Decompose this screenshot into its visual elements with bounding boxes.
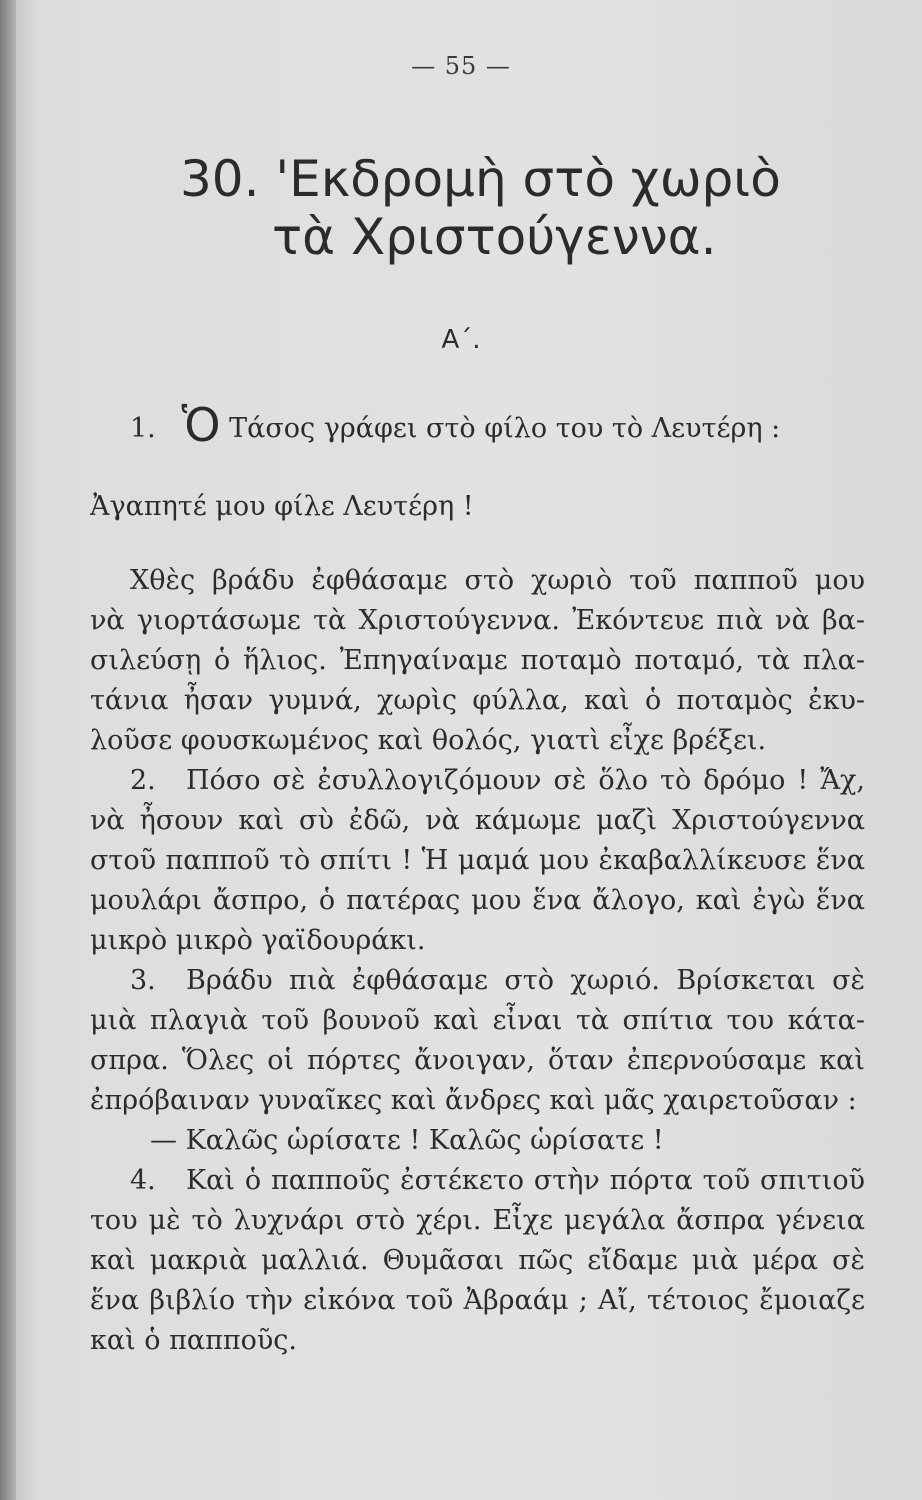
text-line: Πόσο σὲ ἐσυλλογιζόμουν σὲ ὅλο τὸ δρόμο ! Ἄχ, [186, 765, 865, 796]
paragraph-1-number: 1. [130, 413, 156, 444]
paragraph-1 [130, 398, 865, 452]
text-line: στοῦ παπποῦ τὸ σπίτι ! Ἡ μαμά μου ἐκαβαλλίκευσε ἕνα [90, 845, 865, 876]
paragraph-1-text: Τάσος γράφει στὸ φίλο του τὸ Λευτέρη : [229, 413, 781, 444]
paragraph-1b [90, 561, 865, 761]
dialogue-line: — Καλῶς ὡρίσατε ! Καλῶς ὡρίσατε ! [150, 1125, 664, 1156]
text-line: σπρα. Ὅλες οἱ πόρτες ἄνοιγαν, ὅταν ἐπερνούσαμε καὶ [90, 1045, 865, 1076]
chapter-title-line-2: τὰ Χριστούγεννα. [272, 208, 717, 266]
page-number: — 55 — [411, 52, 511, 80]
chapter-title [180, 150, 820, 266]
paragraph-3 [90, 961, 865, 1161]
paragraph-4-number: 4. [130, 1165, 156, 1196]
text-line: σιλεύσῃ ὁ ἥλιος. Ἐπηγαίναμε ποταμὸ ποταμό, τὰ πλα- [90, 645, 865, 676]
paragraph-2 [90, 761, 865, 961]
text-line: ἕνα βιβλίο τὴν εἰκόνα τοῦ Ἀβραάμ ; Αἴ, τέτοιος ἔμοιαζε [90, 1285, 865, 1316]
text-line: καὶ μακριὰ μαλλιά. Θυμᾶσαι πῶς εἴδαμε μιὰ μέρα σὲ [90, 1245, 865, 1276]
text-line: Καὶ ὁ παπποῦς ἐστέκετο στὴν πόρτα τοῦ σπιτιοῦ [186, 1165, 865, 1196]
initial-letter: Ὁ [181, 398, 221, 452]
text-line: του μὲ τὸ λυχνάρι στὸ χέρι. Εἶχε μεγάλα ἄσπρα γένεια [90, 1205, 865, 1236]
paragraph-3-number: 3. [130, 965, 156, 996]
paragraph-4 [90, 1161, 865, 1361]
body-text [90, 398, 865, 1361]
text-line: ἐπρόβαιναν γυναῖκες καὶ ἄνδρες καὶ μᾶς χαιρετοῦσαν : [90, 1085, 857, 1116]
text-line: νὰ ἦσουν καὶ σὺ ἐδῶ, νὰ κάμωμε μαζὶ Χριστούγεννα [90, 805, 865, 836]
text-line: λοῦσε φουσκωμένος καὶ θολός, γιατὶ εἶχε βρέξει. [90, 725, 767, 756]
chapter-title-line-1: 30. 'Εκδρομὴ στὸ χωριὸ [180, 150, 781, 208]
section-mark: Α΄. [441, 325, 481, 355]
text-line: μουλάρι ἄσπρο, ὁ πατέρας μου ἕνα ἄλογο, καὶ ἐγὼ ἕνα [90, 885, 865, 916]
text-line: Βράδυ πιὰ ἐφθάσαμε στὸ χωριό. Βρίσκεται σὲ [186, 965, 865, 996]
text-line: νὰ γιορτάσωμε τὰ Χριστούγεννα. Ἐκόντευε πιὰ νὰ βα- [90, 605, 865, 636]
text-line: Χθὲς βράδυ ἐφθάσαμε στὸ χωριὸ τοῦ παπποῦ μου [130, 565, 865, 596]
text-line: μιὰ πλαγιὰ τοῦ βουνοῦ καὶ εἶναι τὰ σπίτια του κάτα- [90, 1005, 865, 1036]
text-line: καὶ ὁ παπποῦς. [90, 1325, 297, 1356]
paragraph-2-number: 2. [130, 765, 156, 796]
book-spine-shadow [0, 0, 16, 1500]
text-line: μικρὸ μικρὸ γαϊδουράκι. [90, 925, 426, 956]
salutation: Ἀγαπητέ μου φίλε Λευτέρη ! [90, 491, 474, 522]
text-line: τάνια ἦσαν γυμνά, χωρὶς φύλλα, καὶ ὁ ποταμὸς ἐκυ- [90, 685, 865, 716]
